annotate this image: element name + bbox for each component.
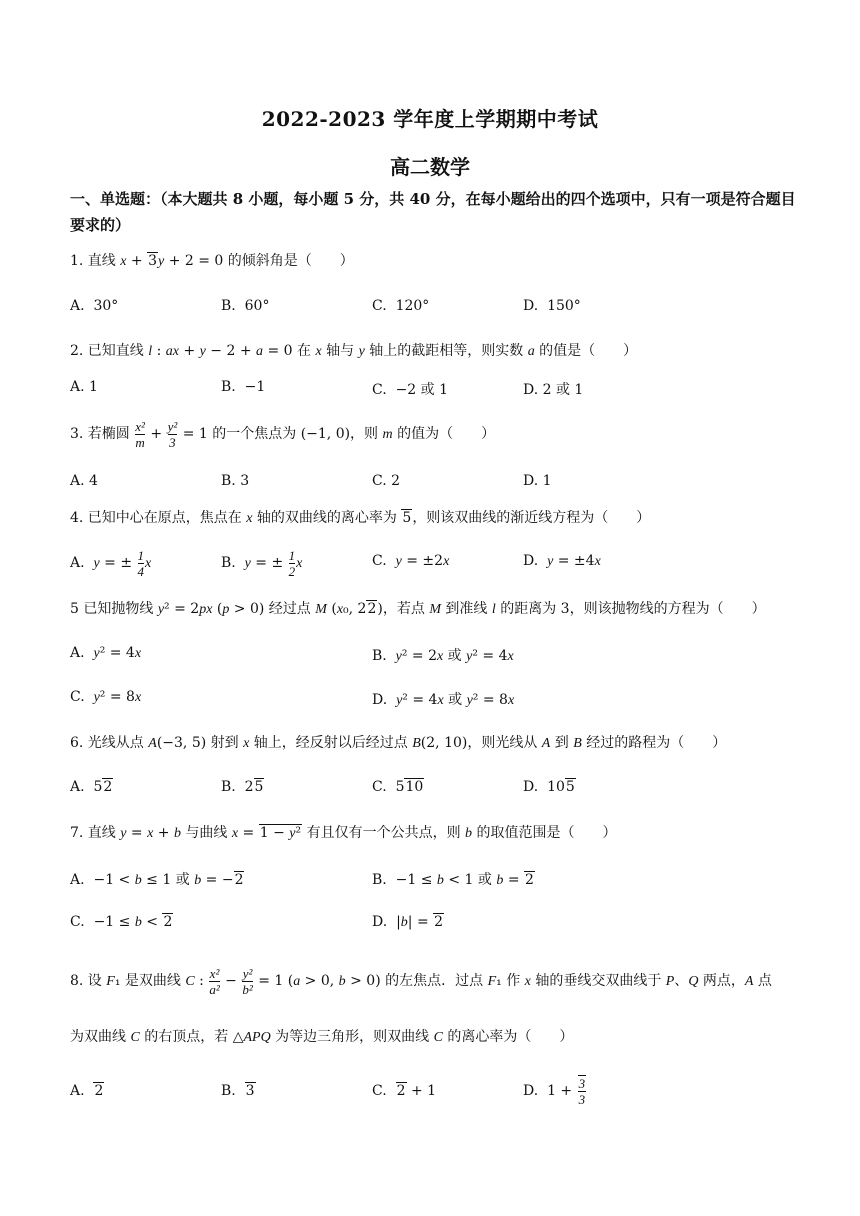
question-1-option-b: B. 60° (221, 298, 270, 314)
question-2-option-d: D. 2 或 1 (523, 382, 584, 398)
question-3-option-a: A. 4 (70, 473, 98, 489)
question-8-option-c: C. 2 + 1 (372, 1083, 437, 1099)
question-7-option-a: A. −1 < b ≤ 1 或 b = −2 (70, 872, 244, 888)
question-1-stem: 1. 直线 x + 3y + 2 = 0 的倾斜角是（ ） (70, 253, 354, 269)
question-7-stem: 7. 直线 y = x + b 与曲线 x = 1 − y² 有且仅有一个公共点，则 b 的取值范围是（ ） (70, 825, 617, 841)
question-6-option-b: B. 25 (221, 779, 264, 795)
question-4-option-b: B. y = ± $\frac{1}{2}$ x (221, 547, 303, 579)
question-2-option-c: C. −2 或 1 (372, 382, 449, 398)
exam-title: 2022-2023 学年度上学期期中考试 (261, 107, 599, 131)
question-3-option-d: D. 1 (523, 473, 552, 489)
question-5-option-d: D. y² = 4x 或 y² = 8x (372, 692, 515, 708)
question-2-option-a: A. 1 (70, 379, 98, 395)
question-2-stem: 2. 已知直线 l : ax + y − 2 + a = 0 在 x 轴与 y 轴上的截距相等，则实数 a 的值是（ ） (70, 343, 638, 359)
question-4-option-c: C. y = ±2x (372, 553, 450, 569)
question-7-option-d: D. |b| = 2 (372, 914, 444, 930)
question-4-option-a: A. y = ± $\frac{1}{4}$ x (70, 547, 152, 579)
question-6-option-c: C. 510 (372, 779, 424, 795)
question-1-option-d: D. 150° (523, 298, 581, 314)
question-7-option-b: B. −1 ≤ b < 1 或 b = 2 (372, 872, 534, 888)
question-8-stem-cont: 为双曲线 C 的右顶点，若 △APQ 为等边三角形，则双曲线 C 的离心率为（ ） (70, 1029, 574, 1045)
subject-title: 高二数学 (390, 155, 470, 179)
question-3-option-c: C. 2 (372, 473, 401, 489)
question-8-option-b: B. 3 (221, 1083, 255, 1099)
question-1-option-c: C. 120° (372, 298, 430, 314)
question-3-stem: 3. 若椭圆 $\frac{\text{x²}}{m}$ + $\frac{\text{y²}}{3}$ = 1 的一个焦点为 (−1, 0)，则 m 的值为（ ） (70, 418, 496, 450)
question-7-option-c: C. −1 ≤ b < 2 (70, 914, 173, 930)
question-3-option-b: B. 3 (221, 473, 250, 489)
question-4-option-d: D. y = ±4x (523, 553, 601, 569)
question-6-option-a: A. 52 (70, 779, 113, 795)
question-6-option-d: D. 105 (523, 779, 575, 795)
question-5-option-b: B. y² = 2x 或 y² = 4x (372, 648, 514, 664)
question-6-stem: 6. 光线从点 A(−3, 5) 射到 x 轴上，经反射以后经过点 B(2, 10)，则光线从 A 到 B 经过的路程为（ ） (70, 735, 727, 751)
question-8-stem: 8. 设 F₁ 是双曲线 C : $\frac{\text{x²}}{\text{a²}}$ − $\frac{\text{y²}}{\text{b²}}$ = 1 (a > 0, b > 0) 的左焦点．过点 F₁ 作 x 轴的垂线交双曲线于 P、Q 两点，A 点 (70, 965, 772, 997)
question-2-option-b: B. −1 (221, 379, 266, 395)
question-5-stem: 5 已知抛物线 y² = 2px (p > 0) 经过点 M (x₀, 22)，若点 M 到准线 l 的距离为 3，则该抛物线的方程为（ ） (70, 601, 766, 617)
question-4-stem: 4. 已知中心在原点，焦点在 x 轴的双曲线的离心率为 5，则该双曲线的渐近线方程为（ ） (70, 510, 651, 526)
question-5-option-a: A. y² = 4x (70, 645, 142, 661)
question-1-option-a: A. 30° (70, 298, 119, 314)
question-5-option-c: C. y² = 8x (70, 689, 142, 705)
section-heading: 一、单选题：（本大题共 8 小题，每小题 5 分，共 40 分，在每小题给出的四个选项中，只有一项是符合题目要求的） (70, 190, 796, 234)
question-8-option-a: A. 2 (70, 1083, 104, 1099)
question-8-option-d: D. 1 + $\frac{3}{3}$ (523, 1076, 586, 1107)
